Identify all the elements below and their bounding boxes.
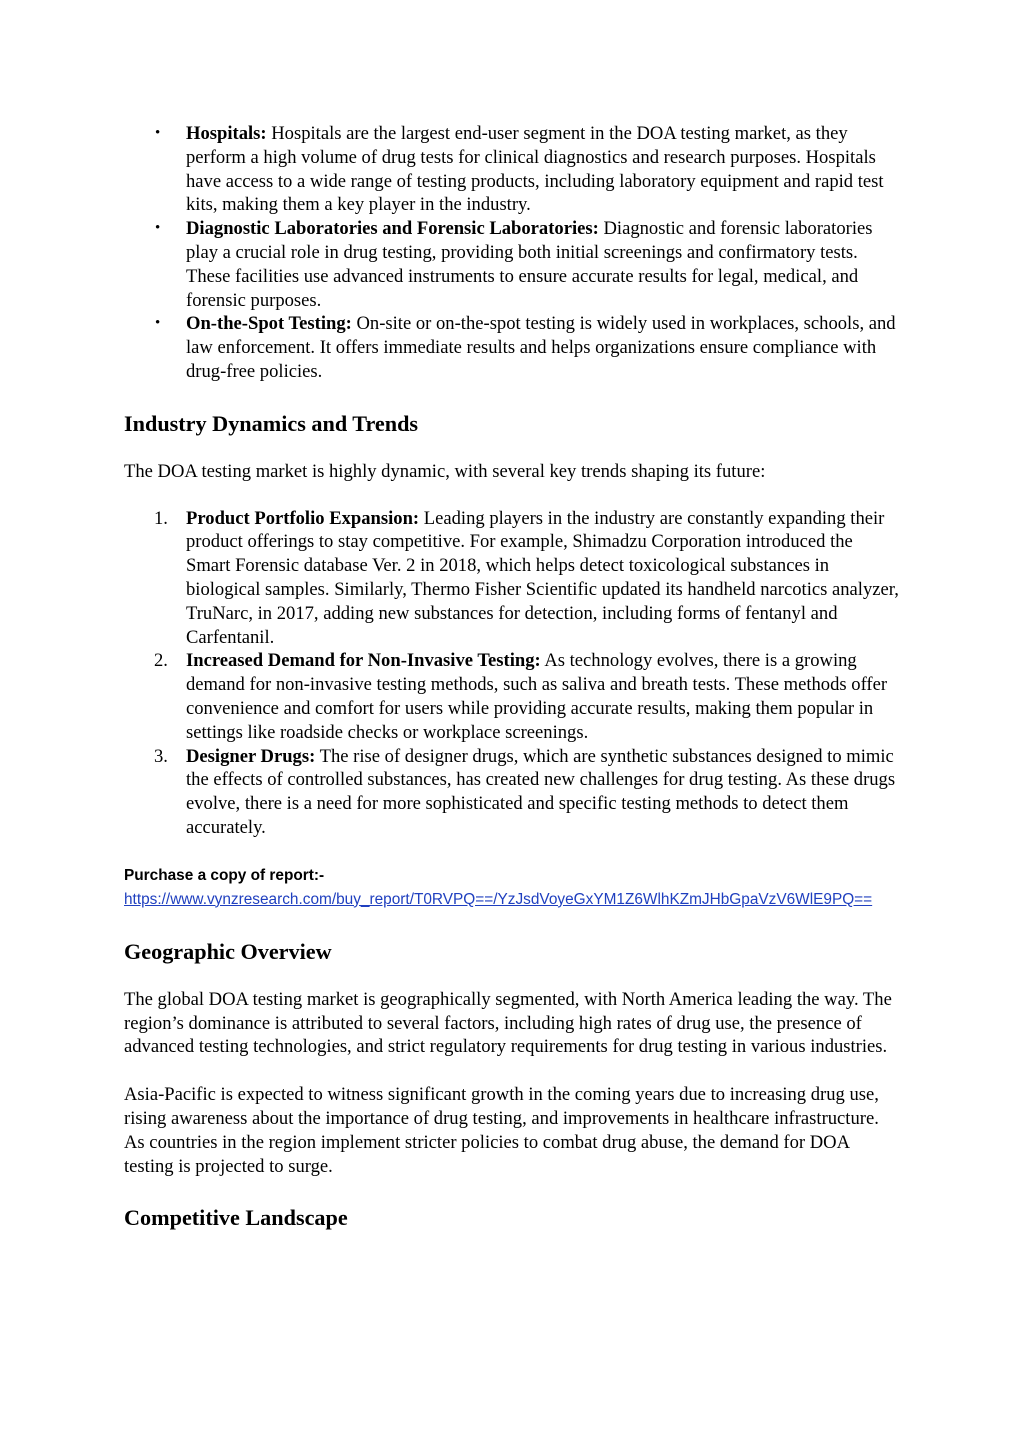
- list-item-text: On-site or on-the-spot testing is widely used in workplaces, schools, and law enforcement. It offers immediate results and helps organizations ensure compliance with drug-free policies.: [186, 313, 896, 382]
- purchase-label: Purchase a copy of report:-: [124, 866, 325, 884]
- trends-list: [124, 507, 900, 840]
- trends-intro: The DOA testing market is highly dynamic, with several key trends shaping its future:: [124, 460, 766, 482]
- list-number: 3.: [154, 745, 168, 767]
- end-user-list: [124, 122, 900, 384]
- list-item: [124, 745, 900, 840]
- list-item-text: Diagnostic and forensic laboratories play a crucial role in drug testing, providing both initial screenings and confirmatory tests. These facilities use advanced instruments to ensure accurate results for legal, medical, and forensic purposes.: [186, 218, 873, 311]
- bullet-icon: •: [155, 125, 161, 141]
- purchase-link[interactable]: https://www.vynzresearch.com/buy_report/T0RVPQ==/YzJsdVoyeGxYM1Z6WlhKZmJHbGpaVzV6WlE9PQ==: [124, 890, 873, 908]
- bullet-icon: •: [155, 315, 161, 332]
- list-number: 2.: [154, 650, 168, 672]
- section-heading-geographic: Geographic Overview: [124, 938, 332, 964]
- list-item-text: As technology evolves, there is a growing demand for non-invasive testing methods, such as saliva and breath tests. These methods offer convenience and comfort for users while providing accurate results, making them popular in settings like roadside checks or workplace screenings.: [186, 650, 888, 743]
- list-item: [124, 312, 900, 383]
- list-item-text: Hospitals are the largest end-user segment in the DOA testing market, as they perform a high volume of drug tests for clinical diagnostics and research purposes. Hospitals have access to a wide range of testing products, including laboratory equipment and rapid test kits, making them a key player in the industry.: [186, 123, 884, 216]
- list-item-term: Increased Demand for Non-Invasive Testing:: [186, 650, 541, 672]
- list-item-term: Product Portfolio Expansion:: [186, 507, 420, 529]
- geo-paragraph: The global DOA testing market is geographically segmented, with North America leading the way. The region’s dominance is attributed to several factors, including high rates of drug use, the presence of advanced testing technologies, and strict regulatory requirements for drug testing in various industries.: [124, 988, 892, 1058]
- document-page: [124, 122, 900, 1232]
- geo-paragraph: Asia-Pacific is expected to witness significant growth in the coming years due to increasing drug use, rising awareness about the importance of drug testing, and improvements in healthcare infrastructure. As countries in the region implement stricter policies to combat drug abuse, the demand for DOA testing is projected to surge.: [124, 1084, 879, 1177]
- bullet-icon: •: [155, 220, 161, 237]
- list-item-term: Diagnostic Laboratories and Forensic Laboratories:: [186, 218, 599, 240]
- list-item: [124, 507, 900, 650]
- list-number: 1.: [154, 507, 168, 529]
- section-heading-competitive: Competitive Landscape: [124, 1205, 348, 1231]
- list-item: [124, 649, 900, 744]
- list-item-text: Leading players in the industry are constantly expanding their product offerings to stay competitive. For example, Shimadzu Corporation introduced the Smart Forensic database Ver. 2 in 2018, which helps detect toxicological substances in biological samples. Similarly, Thermo Fisher Scientific updated its handheld narcotics analyzer, TruNarc, in 2017, adding new substances for detection, including forms of fentanyl and Carfentanil.: [186, 507, 899, 648]
- list-item: [124, 122, 900, 217]
- purchase-block: [124, 864, 900, 912]
- list-item-term: On-the-Spot Testing:: [186, 313, 352, 335]
- list-item-term: Designer Drugs:: [186, 745, 316, 767]
- section-heading-trends: Industry Dynamics and Trends: [124, 410, 419, 436]
- list-item-text: The rise of designer drugs, which are synthetic substances designed to mimic the effects of controlled substances, has created new challenges for drug testing. As these drugs evolve, there is a need for more sophisticated and specific testing methods to detect them accurately.: [186, 745, 896, 838]
- list-item: [124, 217, 900, 312]
- list-item-term: Hospitals:: [186, 123, 267, 144]
